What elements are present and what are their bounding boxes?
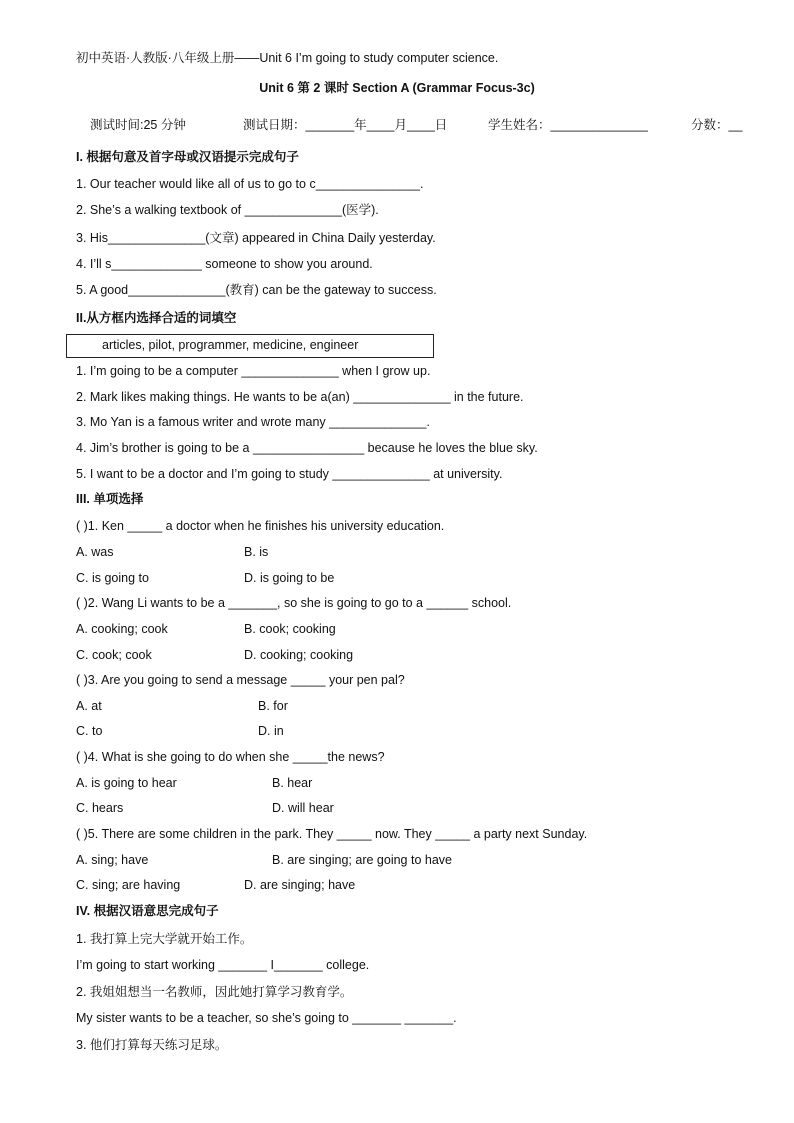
chinese-prompt: 3. 他们打算每天练习足球。	[76, 1038, 228, 1052]
word-box-text: articles, pilot, programmer, medicine, engineer	[102, 338, 359, 352]
english-sentence: My sister wants to be a teacher, so she’s going to _______ _______.	[76, 1011, 457, 1025]
page-title: Unit 6 第 2 课时 Section A (Grammar Focus-3c)	[259, 81, 535, 95]
option-b: B. is	[244, 545, 269, 559]
test-date-field: 测试日期：_______年____月____日	[243, 118, 448, 132]
option-b: B. hear	[272, 776, 313, 790]
option-c: C. is going to	[76, 571, 149, 585]
option-b: B. for	[258, 699, 288, 713]
list-item: 2. She’s a walking textbook of ______________(医学).	[76, 203, 379, 217]
option-a: A. was	[76, 545, 114, 559]
question-1: ( )1. Ken _____ a doctor when he finishes his university education.	[76, 519, 445, 533]
course-line: 初中英语·人教版·八年级上册——Unit 6 I’m going to study computer science.	[76, 51, 499, 65]
chinese-prompt: 1. 我打算上完大学就开始工作。	[76, 932, 253, 946]
option-d: D. is going to be	[244, 571, 335, 585]
list-item: 3. Mo Yan is a famous writer and wrote many ______________.	[76, 415, 430, 429]
option-b: B. are singing; are going to have	[272, 853, 452, 867]
section-2-heading: II.从方框内选择合适的词填空	[76, 311, 237, 325]
option-d: D. cooking; cooking	[244, 648, 354, 662]
option-c: C. to	[76, 724, 103, 738]
list-item: 4. Jim’s brother is going to be a ________________ because he loves the blue sky.	[76, 441, 538, 455]
option-b: B. cook; cooking	[244, 622, 336, 636]
section-1-heading: I. 根据句意及首字母或汉语提示完成句子	[76, 150, 299, 164]
option-a: A. at	[76, 699, 102, 713]
list-item: 3. His______________(文章) appeared in China Daily yesterday.	[76, 231, 436, 245]
test-time: 测试时间:25 分钟	[90, 118, 186, 132]
option-c: C. hears	[76, 801, 124, 815]
list-item: 1. Our teacher would like all of us to go to c_______________.	[76, 177, 424, 191]
option-d: D. are singing; have	[244, 878, 356, 892]
student-name-field: 学生姓名：______________	[488, 118, 648, 132]
score-field: 分数：__	[691, 118, 743, 132]
question-3: ( )3. Are you going to send a message _____ your pen pal?	[76, 673, 405, 687]
english-sentence: I’m going to start working _______ I_______ college.	[76, 958, 370, 972]
question-5: ( )5. There are some children in the park. They _____ now. They _____ a party next Sunday.	[76, 827, 588, 841]
section-3-heading: III. 单项选择	[76, 492, 144, 506]
section-4-heading: IV. 根据汉语意思完成句子	[76, 904, 219, 918]
word-box	[66, 334, 434, 358]
question-4: ( )4. What is she going to do when she _____the news?	[76, 750, 385, 764]
list-item: 5. A good______________(教育) can be the gateway to success.	[76, 283, 437, 297]
option-d: D. in	[258, 724, 284, 738]
question-2: ( )2. Wang Li wants to be a _______, so she is going to go to a ______ school.	[76, 596, 512, 610]
list-item: 2. Mark likes making things. He wants to be a(an) ______________ in the future.	[76, 390, 524, 404]
option-a: A. is going to hear	[76, 776, 177, 790]
option-c: C. cook; cook	[76, 648, 152, 662]
option-a: A. cooking; cook	[76, 622, 168, 636]
list-item: 4. I’ll s_____________ someone to show you around.	[76, 257, 373, 271]
option-a: A. sing; have	[76, 853, 149, 867]
option-c: C. sing; are having	[76, 878, 181, 892]
list-item: 1. I’m going to be a computer ______________ when I grow up.	[76, 364, 431, 378]
list-item: 5. I want to be a doctor and I’m going to study ______________ at university.	[76, 467, 503, 481]
chinese-prompt: 2. 我姐姐想当一名教师，因此她打算学习教育学。	[76, 985, 353, 999]
option-d: D. will hear	[272, 801, 334, 815]
test-info-row	[0, 117, 794, 133]
